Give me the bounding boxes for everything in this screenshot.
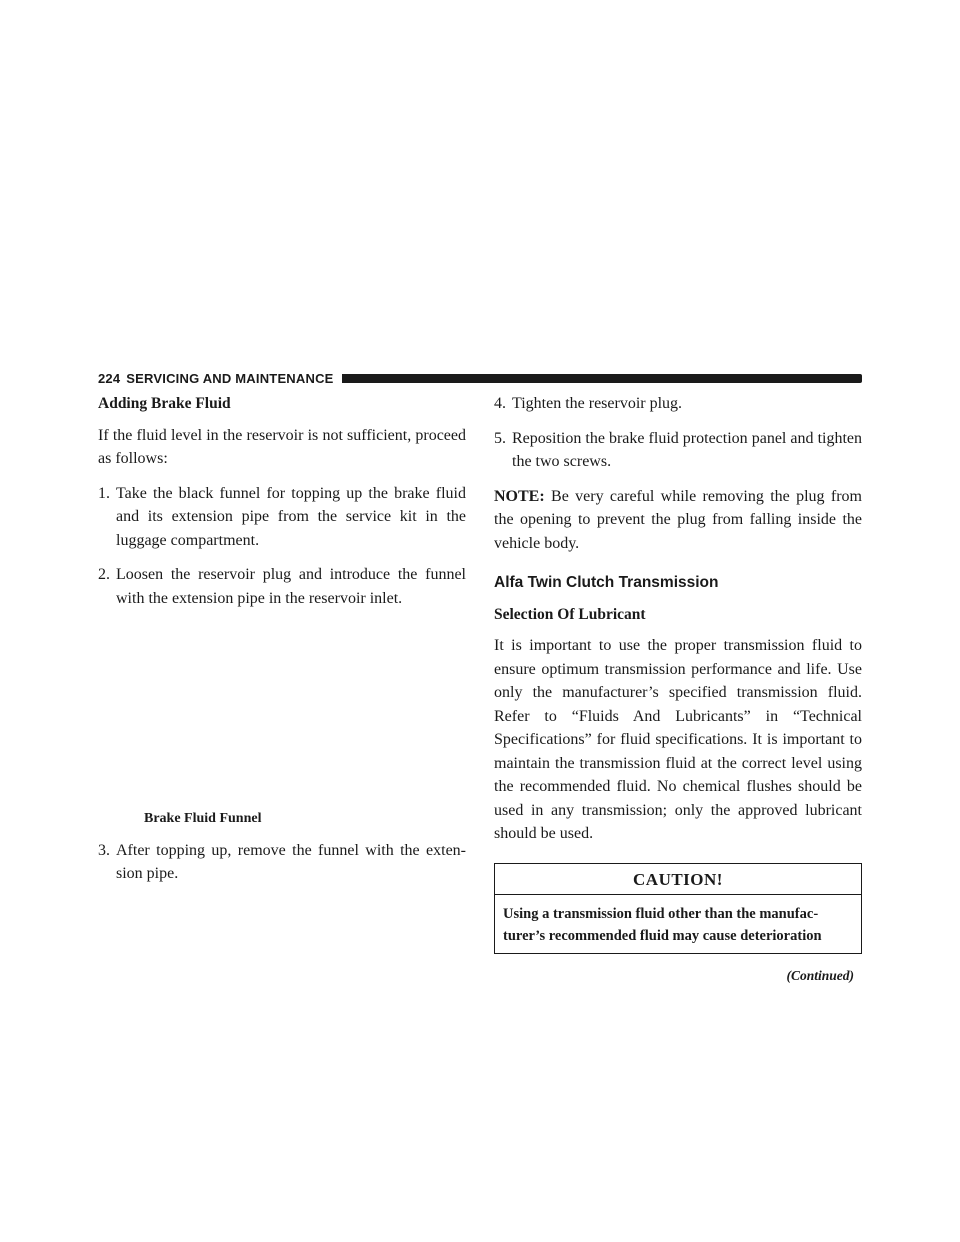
right-column — [494, 392, 862, 988]
continued-label: (Continued) — [786, 968, 854, 983]
step-number: 2. — [98, 566, 110, 583]
note-paragraph — [494, 485, 862, 556]
page-header — [98, 370, 862, 386]
figure-caption: Brake Fluid Funnel — [144, 811, 262, 826]
step-text: After topping up, remove the funnel with the exten- sion pipe. — [116, 841, 466, 882]
figure-placeholder — [98, 621, 466, 807]
step-1 — [98, 482, 466, 553]
note-text: Be very careful while removing the plug from the opening to prevent the plug from falling inside the vehicle body. — [494, 487, 862, 552]
page-number: 224 — [98, 370, 121, 386]
step-text: Reposition the brake fluid protection panel and tighten the two screws. — [512, 429, 862, 470]
step-number: 4. — [494, 395, 506, 412]
caution-box — [494, 863, 862, 955]
step-number: 3. — [98, 841, 110, 859]
step-text: Loosen the reservoir plug and introduce the funnel with the extension pipe in the reservoir inlet. — [116, 566, 466, 607]
caution-text: Using a transmission fluid other than the manufac- turer’s recommended fluid may cause deterioration — [503, 906, 822, 944]
intro-paragraph: If the fluid level in the reservoir is not sufficient, proceed as follows: — [98, 426, 466, 467]
step-number: 1. — [98, 484, 110, 502]
step-number: 5. — [494, 429, 506, 447]
step-text: Take the black funnel for topping up the brake fluid and its extension pipe from the service kit in the luggage compartment. — [116, 484, 466, 549]
note-label: NOTE: — [494, 487, 545, 505]
lubricant-paragraph: It is important to use the proper transmission fluid to ensure optimum transmission performance and life. Use only the manufacturer’s specified transmission fluid. Refer to “Fluids And Lubricants” in “Technical Specifications” for fluid specifications. It is important to maintain the transmission fluid at the correct level using the recommended fluid. No chemical flushes should be used in any transmission; only the approved lubricant should be used. — [494, 637, 862, 842]
transmission-heading: Alfa Twin Clutch Transmission — [494, 574, 719, 591]
step-5 — [494, 427, 862, 474]
header-rule — [342, 374, 862, 383]
left-column — [98, 392, 466, 897]
step-text: Tighten the reservoir plug. — [512, 395, 683, 412]
step-3 — [98, 839, 466, 886]
section-title: SERVICING AND MAINTENANCE — [126, 370, 334, 386]
caution-title: CAUTION! — [495, 864, 861, 896]
brake-fluid-heading: Adding Brake Fluid — [98, 395, 231, 412]
step-2 — [98, 563, 466, 610]
lubricant-subheading: Selection Of Lubricant — [494, 605, 646, 623]
step-4 — [494, 392, 862, 416]
